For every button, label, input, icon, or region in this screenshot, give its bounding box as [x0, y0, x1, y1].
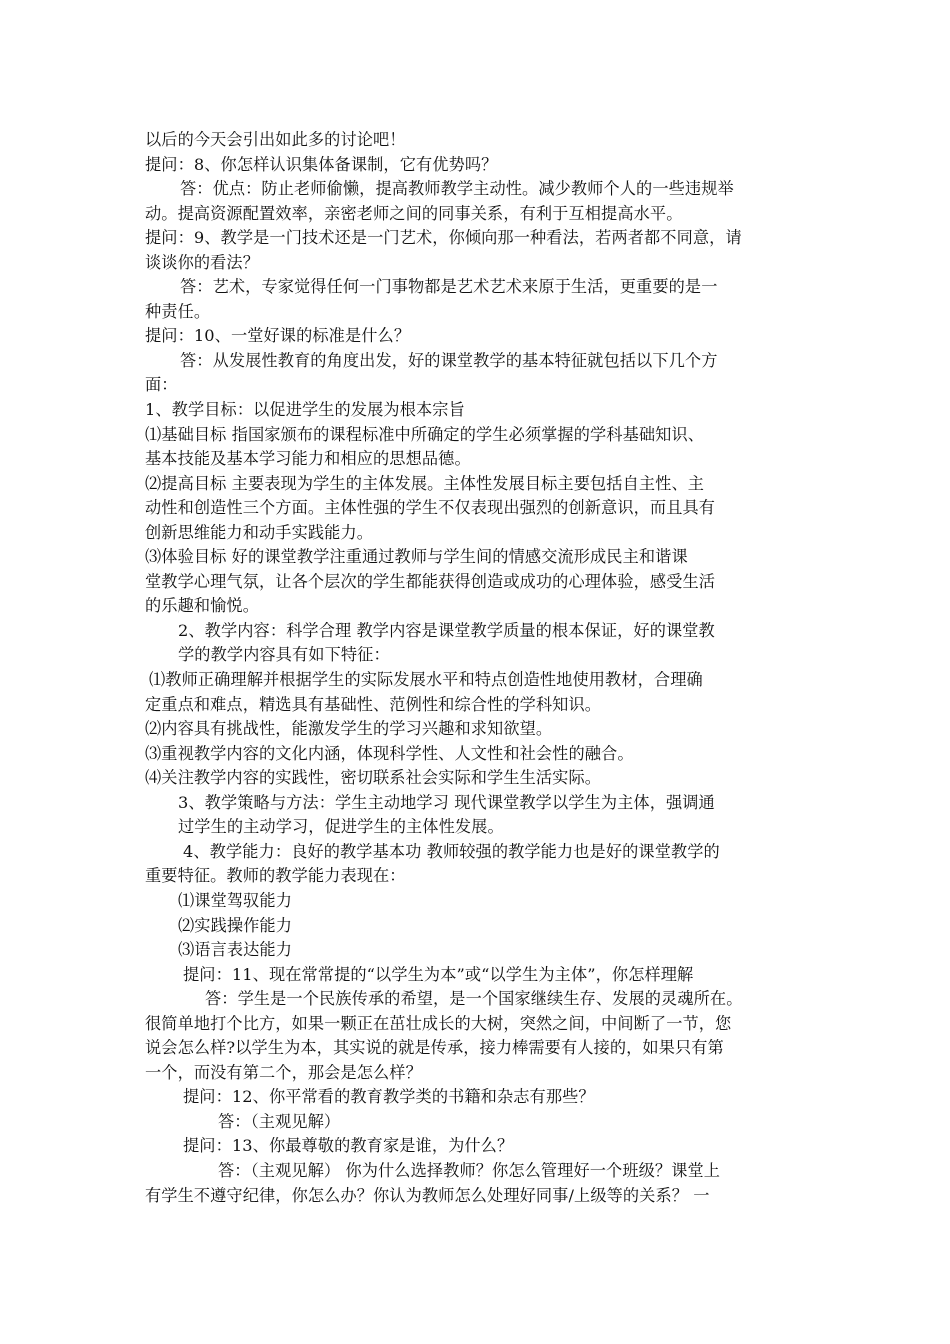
text-line: 提问：8、你怎样认识集体备课制，它有优势吗？ — [145, 154, 498, 174]
text-line: 3、教学策略与方法：学生主动地学习 现代课堂教学以学生为主体，强调通 — [178, 792, 715, 812]
text-line: 重要特征。教师的教学能力表现在： — [145, 866, 406, 886]
text-line: 答：学生是一个民族传承的希望，是一个国家继续生存、发展的灵魂所在。 — [205, 989, 743, 1009]
text-line: 动。提高资源配置效率，亲密老师之间的同事关系，有利于互相提高水平。 — [145, 203, 683, 223]
text-line: ⑷关注教学内容的实践性，密切联系社会实际和学生生活实际。 — [145, 768, 602, 788]
text-line: 种责任。 — [145, 301, 211, 321]
text-line: 4、教学能力：良好的教学基本功 教师较强的教学能力也是好的课堂教学的 — [183, 841, 720, 861]
text-line: 学的教学内容具有如下特征： — [178, 645, 390, 665]
text-line: ⑶语言表达能力 — [178, 940, 293, 960]
text-line: 说会怎么样?以学生为本，其实说的就是传承，接力棒需要有人接的，如果只有第 — [145, 1038, 724, 1058]
text-line: 有学生不遵守纪律，你怎么办？你认为教师怎么处理好同事/上级等的关系？ 一 — [145, 1185, 710, 1205]
text-line: 答：优点：防止老师偷懒，提高教师教学主动性。减少教师个人的一些违规举 — [180, 179, 734, 199]
text-line: 的乐趣和愉悦。 — [145, 596, 260, 616]
text-line: 面： — [145, 375, 178, 395]
text-line: 一个，而没有第二个，那会是怎么样？ — [145, 1062, 422, 1082]
text-line: 答：（主观见解） — [218, 1111, 341, 1131]
text-line: ⑵实践操作能力 — [178, 915, 293, 935]
text-line: ⑶重视教学内容的文化内涵，体现科学性、人文性和社会性的融合。 — [145, 743, 634, 763]
text-line: 定重点和难点，精选具有基础性、范例性和综合性的学科知识。 — [145, 694, 602, 714]
text-line: ⑵内容具有挑战性，能激发学生的学习兴趣和求知欲望。 — [145, 719, 553, 739]
text-line: 提问：12、你平常看的教育教学类的书籍和杂志有那些？ — [183, 1087, 595, 1107]
text-line: ⑵提高目标 主要表现为学生的主体发展。主体性发展目标主要包括自主性、主 — [145, 473, 705, 493]
text-line: 提问：9、教学是一门技术还是一门艺术，你倾向那一种看法，若两者都不同意，请 — [145, 228, 742, 248]
text-line: ⑴教师正确理解并根据学生的实际发展水平和特点创造性地使用教材，合理确 — [149, 670, 703, 690]
text-line: 答：艺术，专家觉得任何一门事物都是艺术艺术来原于生活，更重要的是一 — [180, 277, 718, 297]
text-line: 提问：11、现在常常提的“以学生为本”或“以学生为主体”，你怎样理解 — [183, 964, 694, 984]
text-line: 答：（主观见解） 你为什么选择教师？你怎么管理好一个班级？课堂上 — [218, 1160, 721, 1180]
text-line: 过学生的主动学习，促进学生的主体性发展。 — [178, 817, 504, 837]
text-line: 以后的今天会引出如此多的讨论吧！ — [145, 130, 406, 149]
text-line: 答：从发展性教育的角度出发，好的课堂教学的基本特征就包括以下几个方 — [180, 350, 718, 370]
text-line: ⑴课堂驾驭能力 — [178, 890, 293, 910]
text-line: 很简单地打个比方，如果一颗正在茁壮成长的大树，突然之间，中间断了一节，您 — [145, 1013, 732, 1033]
text-line: 堂教学心理气氛，让各个层次的学生都能获得创造或成功的心理体验，感受生活 — [145, 571, 716, 591]
text-line: 2、教学内容：科学合理 教学内容是课堂教学质量的根本保证，好的课堂教 — [178, 620, 715, 640]
text-line: 提问：10、一堂好课的标准是什么？ — [145, 326, 411, 346]
document-body — [145, 128, 810, 1208]
text-line: 动性和创造性三个方面。主体性强的学生不仅表现出强烈的创新意识，而且具有 — [145, 498, 716, 518]
text-line: 提问：13、你最尊敬的教育家是谁，为什么？ — [183, 1136, 514, 1156]
text-line: ⑶体验目标 好的课堂教学注重通过教师与学生间的情感交流形成民主和谐课 — [145, 547, 688, 567]
text-line: ⑴基础目标 指国家颁布的课程标准中所确定的学生必须掌握的学科基础知识、 — [145, 424, 705, 444]
text-line: 创新思维能力和动手实践能力。 — [145, 522, 374, 542]
text-line: 谈谈你的看法？ — [145, 252, 260, 272]
text-line: 基本技能及基本学习能力和相应的思想品德。 — [145, 449, 471, 469]
text-line: 1、教学目标：以促进学生的发展为根本宗旨 — [145, 400, 465, 420]
